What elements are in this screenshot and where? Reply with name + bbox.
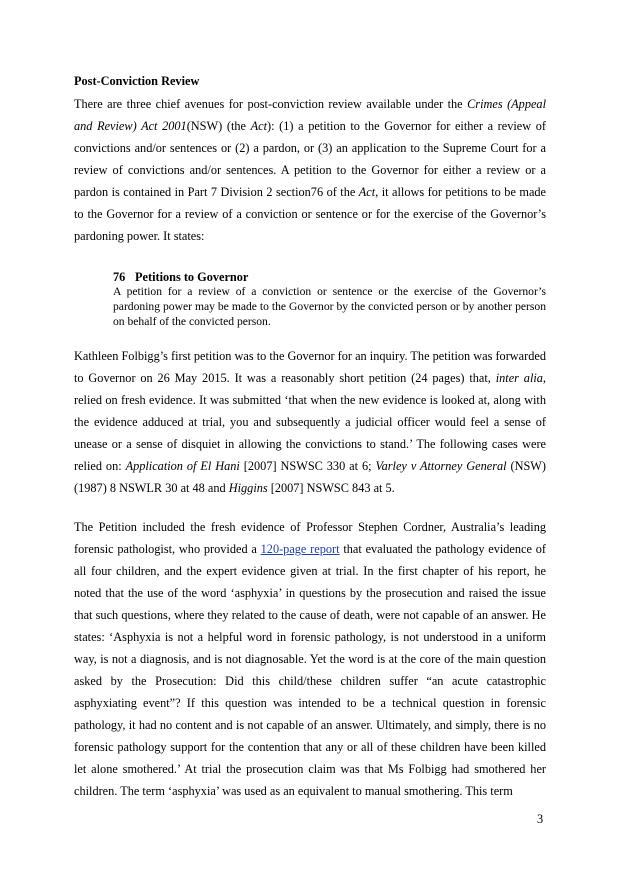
- act-name: Crimes (Appeal and Review) Act 2001: [74, 97, 546, 133]
- paragraph-text: There are three chief avenues for post-conviction review available under the: [74, 97, 468, 111]
- paragraph-text: , it allows for petitions to be made to the Governor for a review of a conviction or sentence or for the exercise of the Governor’s pardoning power. It states:: [74, 185, 547, 243]
- paragraph-text: [2007] NSWSC 843 at 5.: [267, 481, 395, 495]
- paragraph-text: Kathleen Folbigg’s first petition was to the Governor for an inquiry. The petition was forwarded to Governor on 26 May 2015. It was a reasonably short petition (24 pages) that,: [74, 349, 546, 385]
- paragraph-text: , relied on fresh evidence. It was submitted ‘that when the new evidence is looked at, along with the evidence adduced at trial, you and subsequently a judicial officer would feel a sense of unease or a sense of disquiet in allowing the convictions to stand.’ The following cases were relied on:: [74, 371, 546, 473]
- paragraph-text: [2007] NSWSC 330 at 6;: [239, 459, 376, 473]
- case-citation: Higgins: [228, 481, 268, 495]
- act-short-name: Act: [358, 185, 376, 199]
- paragraph-text: The Petition included the fresh evidence of Professor Stephen Cordner, Australia’s leading forensic pathologist, who provided a: [74, 520, 546, 556]
- section-title: Petitions to Governor: [135, 270, 249, 284]
- paragraph-text: that evaluated the pathology evidence of all four children, and the expert evidence given at trial. In the first chapter of his report, he noted that the use of the word ‘asphyxia’ in questions by the prosecution and raised the issue that such questions, where they related to the cause of death, were not capable of an answer. He states: ‘Asphyxia is not a helpful word in forensic pathology, is not understood in a uniform way, is not a diagnosis, and is not diagnosable. Yet the word is at the core of the main question asked by the Prosecution: Did this child/these children suffer “an acute catastrophic asphyxiating event”? If this question was intended to be a technical question in forensic pathology, it had no content and is not capable of an answer. Ultimately, and simply, there is no forensic pathology support for the contention that any or all of these children have been killed let alone smothered.’ At trial the prosecution claim was that Ms Folbigg had smothered her children. The term ‘asphyxia’ was used as an equivalent to manual smothering. This term: [74, 542, 546, 798]
- quote-heading: [113, 270, 546, 284]
- page-number: 3: [537, 812, 544, 826]
- paragraph-first-petition: [74, 345, 546, 499]
- act-short-name: Act: [250, 119, 267, 133]
- report-link[interactable]: 120-page report: [260, 542, 340, 556]
- latin-phrase: inter alia: [495, 371, 543, 385]
- section-number: 76: [113, 270, 126, 284]
- paragraph-post-conviction: [74, 93, 546, 247]
- section-heading: Post-Conviction Review: [74, 74, 200, 88]
- paragraph-text: ): (1) a petition to the Governor for either a review of convictions and/or sentences or (2) a pardon, or (3) an application to the Supreme Court for a review of convictions and/or sentences. A petition to the Governor for either a review or a pardon is contained in Part 7 Division 2 section76 of the: [74, 119, 546, 199]
- paragraph-text: (NSW) (the: [186, 119, 251, 133]
- case-citation: Varley v Attorney General: [375, 459, 507, 473]
- paragraph-text: (NSW) (1987) 8 NSWLR 30 at 48 and: [74, 459, 547, 495]
- paragraph-fresh-evidence: [74, 516, 546, 802]
- case-citation: Application of El Hani: [125, 459, 240, 473]
- quote-text: A petition for a review of a conviction or sentence or the exercise of the Governor’s pardoning power may be made to the Governor by the convicted person or by another person on behalf of the convicted person.: [113, 285, 546, 328]
- statute-quote: [113, 270, 546, 329]
